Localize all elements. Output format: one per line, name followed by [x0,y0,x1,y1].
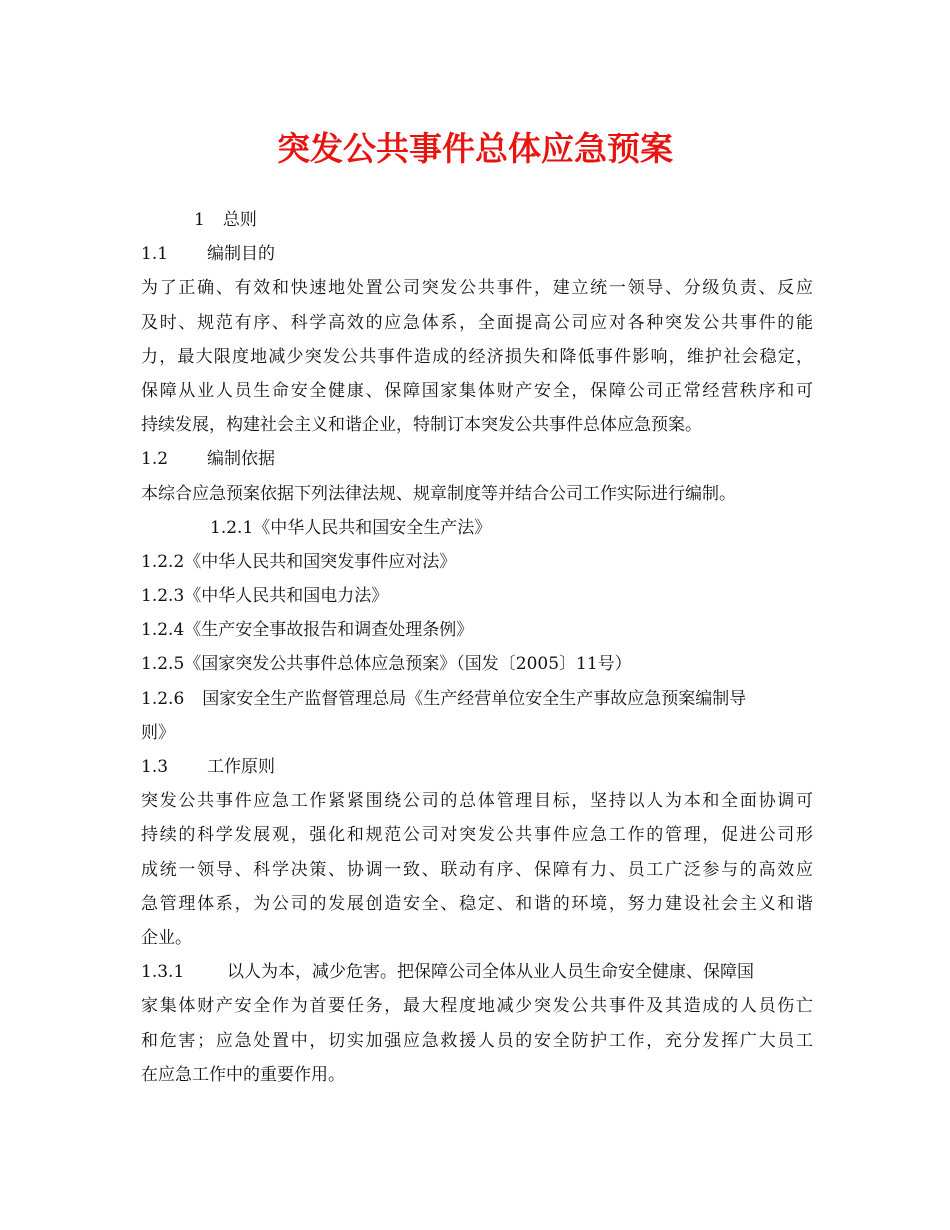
document-title: 突发公共事件总体应急预案 [277,129,673,168]
reference-item [141,682,813,716]
reference-item: 1.2.2《中华人民共和国突发事件应对法》 [141,551,457,572]
section-number: 1 [194,210,205,230]
reference-text: 国家安全生产监督管理总局《生产经营单位安全生产事故应急预案编制导 [202,688,747,709]
reference-item: 1.2.3《中华人民共和国电力法》 [141,586,389,607]
section-number: 1.3 [141,757,169,777]
paragraph-line: 家集体财产安全作为首要任务，最大程度地减少突发公共事件及其造成的人员伤亡 [141,996,813,1017]
section-title: 工作原则 [207,757,275,777]
reference-item: 1.2.5《国家突发公共事件总体应急预案》（国发〔2005〕11号） [141,654,632,675]
section-title: 总则 [222,210,257,230]
section-1-heading [141,203,813,237]
paragraph-line: 持续的科学发展观，强化和规范公司对突发公共事件应急工作的管理，促进公司形 [141,825,813,846]
paragraph-line: 力，最大限度地减少突发公共事件造成的经济损失和降低事件影响，维护社会稳定， [141,346,813,367]
paragraph-line: 保障从业人员生命安全健康、保障国家集体财产安全，保障公司正常经营秩序和可 [141,380,813,401]
section-title: 编制目的 [207,244,275,265]
reference-number: 1.2.6 [141,688,185,709]
reference-item-continued: 则》 [141,722,175,743]
paragraph-line: 持续发展，构建社会主义和谐企业，特制订本突发公共事件总体应急预案。 [141,415,702,436]
paragraph-line: 及时、规范有序、科学高效的应急体系，全面提高公司应对各种突发公共事件的能 [141,312,813,333]
document-body [141,203,813,1092]
section-1-2-heading [141,442,813,476]
paragraph-line: 为了正确、有效和快速地处置公司突发公共事件，建立统一领导、分级负责、反应 [141,278,813,299]
paragraph-line: 企业。 [141,927,192,948]
section-text: 以人为本，减少危害。把保障公司全体从业人员生命安全健康、保障国 [227,962,754,983]
paragraph-line: 和危害；应急处置中，切实加强应急救援人员的安全防护工作，充分发挥广大员工 [141,1030,813,1051]
section-number: 1.1 [141,244,169,265]
section-1-3-heading [141,750,813,784]
reference-item: 1.2.4《生产安全事故报告和调查处理条例》 [141,620,474,641]
paragraph-line: 在应急工作中的重要作用。 [141,1064,345,1085]
reference-item: 1.2.1《中华人民共和国安全生产法》 [210,517,492,538]
paragraph-line: 成统一领导、科学决策、协调一致、联动有序、保障有力、员工广泛参与的高效应 [141,859,813,880]
paragraph-line: 急管理体系，为公司的发展创造安全、稳定、和谐的环境，努力建设社会主义和谐 [141,893,813,914]
section-1-3-1-heading [141,955,813,989]
paragraph-line: 本综合应急预案依据下列法律法规、规章制度等并结合公司工作实际进行编制。 [141,483,736,504]
section-number: 1.2 [141,449,169,470]
section-number: 1.3.1 [141,962,185,983]
section-1-1-heading [141,237,813,271]
paragraph-line: 突发公共事件应急工作紧紧围绕公司的总体管理目标，坚持以人为本和全面协调可 [141,791,813,812]
section-title: 编制依据 [207,449,275,470]
